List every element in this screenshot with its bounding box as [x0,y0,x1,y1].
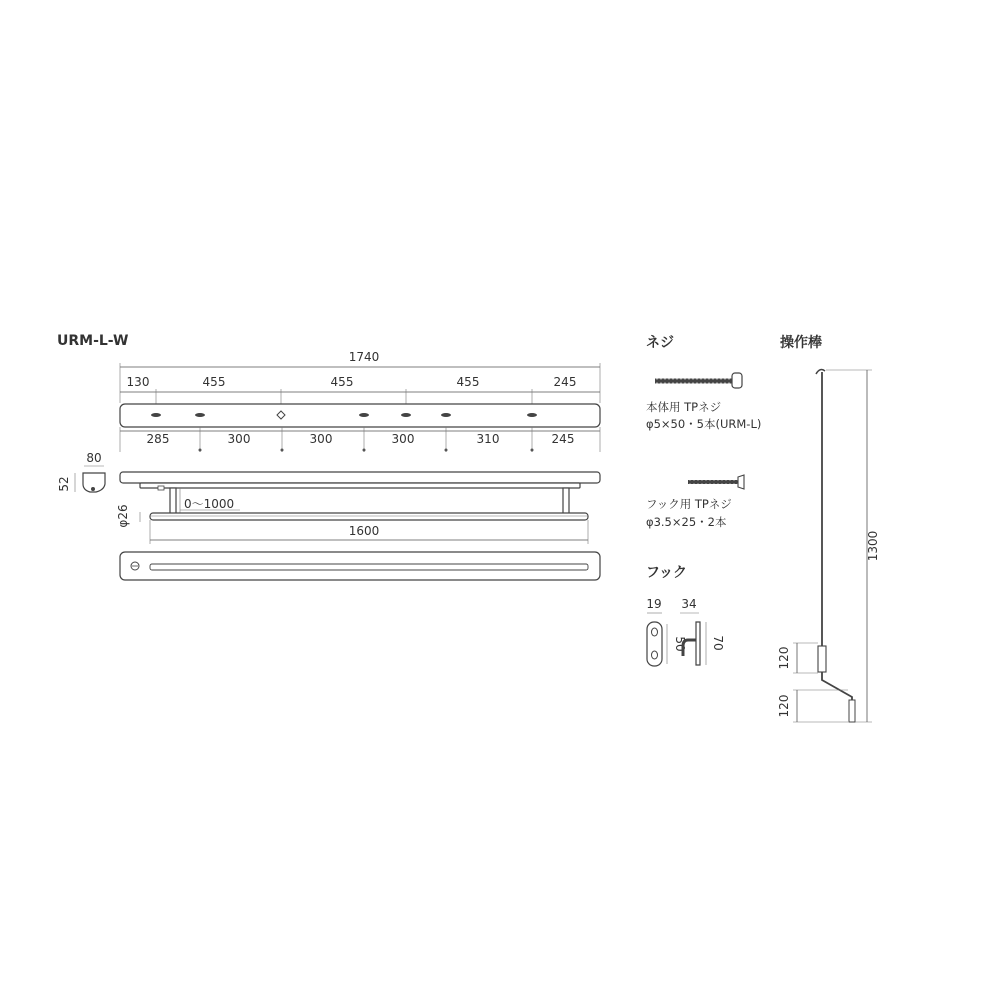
top-dimension-labels [127,375,577,389]
top-dim-4: 455 [456,375,480,389]
hanging-bar [150,513,588,520]
hook-hole-top [652,628,658,636]
hook-width-2: 34 [681,597,697,611]
side-profile-pivot [91,487,95,491]
hook-plate-side [696,622,700,665]
hook-screw-spec: φ3.5×25・2本 [646,515,727,529]
bottom-dimension-labels [147,432,575,446]
screw-title: ネジ [646,335,674,351]
bottom-dim-4: 300 [391,432,415,446]
pole-handle [849,700,855,722]
housing-front-view [120,472,600,483]
pole-title: 操作棒 [780,335,822,351]
hook-height-1: 50 [673,636,687,652]
overall-length-label: 1740 [348,350,380,364]
bottom-dim-6: 245 [551,432,575,446]
pole-crank [822,672,852,722]
body-screw-label: 本体用 TPネジ [646,400,722,414]
bottom-dim-3: 300 [309,432,333,446]
top-dim-3: 455 [330,375,354,389]
pole-seg2-label: 120 [777,694,791,718]
hook-hole-bottom [652,651,658,659]
model-title: URM-L-W [57,333,129,349]
body-screw-spec: φ5×50・5本(URM-L) [646,417,762,431]
hook-screw-label: フック用 TPネジ [646,497,732,511]
right-arm [563,488,569,515]
top-dim-2: 455 [202,375,226,389]
drop-range-label: 0〜1000 [184,497,235,511]
pole-total-label: 1300 [866,530,880,562]
diameter-label: φ26 [116,504,130,528]
hook-height-2: 70 [711,635,725,651]
rod-length-label: 1600 [348,524,380,538]
release-knob [158,486,164,490]
top-dim-5: 245 [553,375,577,389]
left-arm [170,488,176,515]
pole-seg1-label: 120 [777,646,791,670]
side-height-label: 52 [57,476,71,492]
pole-hook-tip [816,370,825,374]
bottom-dim-2: 300 [227,432,251,446]
housing-lower-lip [140,483,580,488]
body-screw-icon [655,373,742,388]
hook-width-1: 19 [646,597,662,611]
pole-grip [818,646,826,672]
bottom-dim-5: 310 [476,432,500,446]
side-width-label: 80 [86,451,102,465]
bottom-dim-1: 285 [146,432,170,446]
bottom-slot [150,564,588,570]
hook-screw-icon [688,475,744,489]
hook-title: フック [646,565,688,581]
top-dim-1: 130 [126,375,150,389]
